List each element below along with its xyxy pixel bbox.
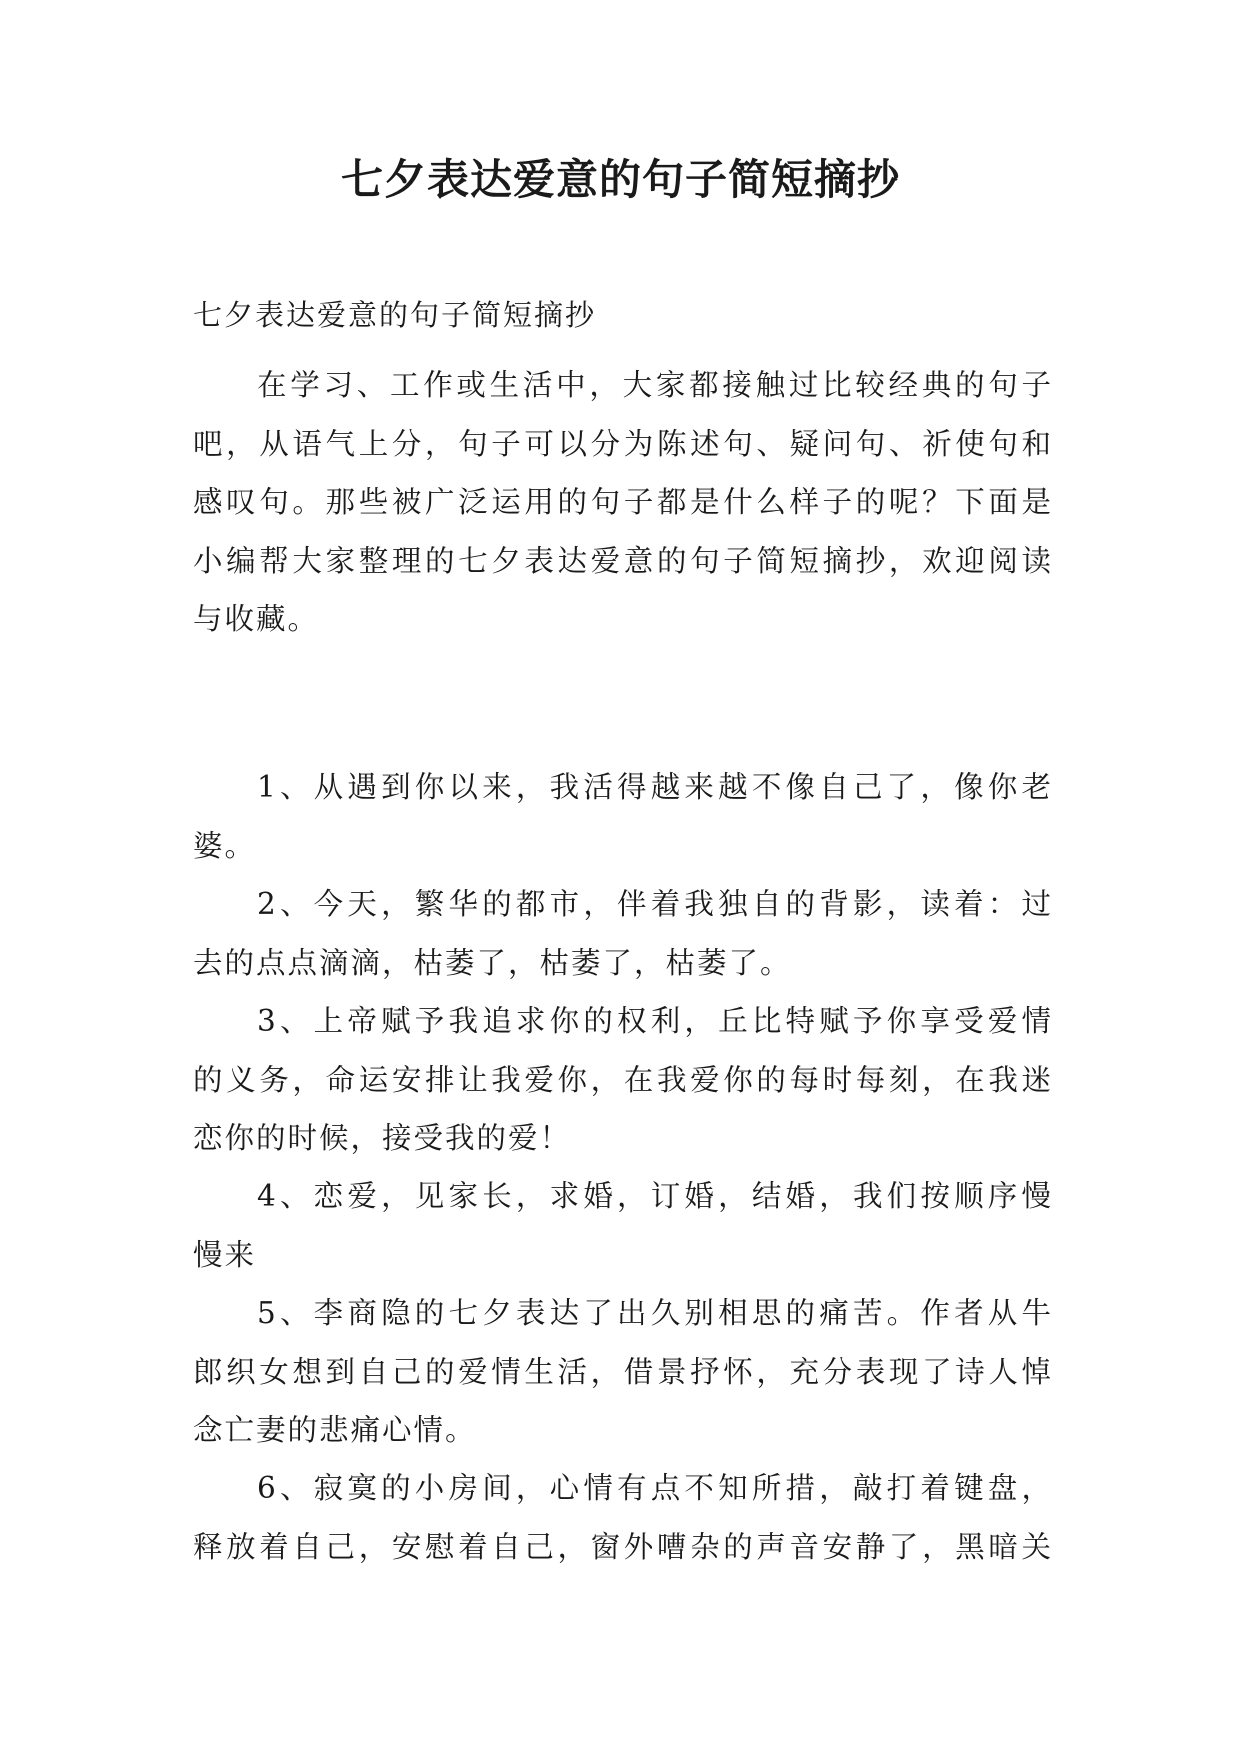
paragraph-line: 吧，从语气上分，句子可以分为陈述句、疑问句、祈使句和 [193,426,1053,461]
paragraph-line: 释放着自己，安慰着自己，窗外嘈杂的声音安静了，黑暗关 [193,1529,1053,1564]
list-item [193,758,1053,875]
paragraph-line: 5、李商隐的七夕表达了出久别相思的痛苦。作者从牛 [257,1296,1053,1330]
paragraph-line: 恋你的时候，接受我的爱！ [193,1121,572,1155]
paragraph-line: 与收藏。 [193,602,320,636]
paragraph-line: 郎织女想到自己的爱情生活，借景抒怀，充分表现了诗人悼 [193,1354,1053,1389]
paragraph-line: 6、寂寞的小房间，心情有点不知所措，敲打着键盘， [257,1471,1053,1505]
paragraph-line: 婆。 [193,828,257,863]
document-subtitle: 七夕表达爱意的句子简短摘抄 [193,298,597,332]
paragraph-line: 4、恋爱，见家长，求婚，订婚，结婚，我们按顺序慢 [257,1179,1053,1213]
paragraph-line: 3、上帝赋予我追求你的权利，丘比特赋予你享受爱情 [257,1004,1053,1038]
paragraph-line: 小编帮大家整理的七夕表达爱意的句子简短摘抄，欢迎阅读 [193,543,1053,578]
paragraph-line: 去的点点滴滴，枯萎了，枯萎了，枯萎了。 [193,945,792,980]
list-item [193,875,1053,992]
list-item [193,1459,1053,1576]
paragraph-line: 慢来 [193,1237,257,1272]
paragraph-line: 的义务，命运安排让我爱你，在我爱你的每时每刻，在我迷 [193,1062,1053,1097]
paragraph-intro [193,356,1053,649]
paragraph-line: 1、从遇到你以来，我活得越来越不像自己了，像你老 [257,770,1053,804]
list-item [193,1167,1053,1284]
paragraph-line: 2、今天，繁华的都市，伴着我独自的背影，读着：过 [257,887,1053,921]
paragraph-line: 念亡妻的悲痛心情。 [193,1413,477,1447]
paragraph-line: 感叹句。那些被广泛运用的句子都是什么样子的呢？下面是 [193,485,1053,519]
list-item [193,1284,1053,1460]
list-item [193,992,1053,1168]
paragraph-line: 在学习、工作或生活中，大家都接触过比较经典的句子 [257,368,1053,402]
document-title: 七夕表达爱意的句子简短摘抄 [340,155,900,204]
